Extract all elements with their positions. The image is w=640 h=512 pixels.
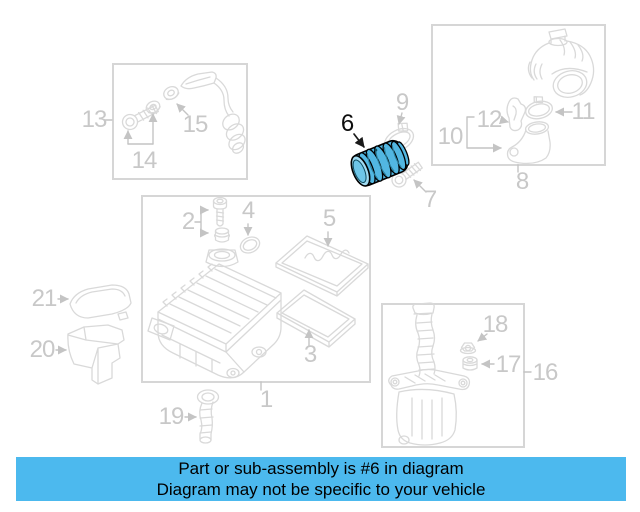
banner-line-1: Part or sub-assembly is #6 in diagram	[178, 459, 464, 478]
part-label-7: 7	[423, 186, 437, 213]
bracket-12-drawing	[507, 98, 526, 131]
part-label-9: 9	[395, 89, 409, 116]
part-label-18: 18	[482, 311, 508, 338]
intake-hose-8-drawing	[528, 29, 593, 101]
part-label-14: 14	[131, 147, 157, 174]
part-label-6-highlighted: 6	[340, 110, 354, 137]
elbow-8-drawing	[508, 120, 551, 163]
grommet-2-drawing	[215, 228, 230, 242]
part-label-2: 2	[181, 208, 195, 235]
part-label-12: 12	[476, 106, 502, 133]
oring-4-drawing	[238, 234, 262, 256]
bushing-17-drawing	[463, 357, 477, 370]
resonator-16-drawing	[389, 303, 470, 445]
part-label-4: 4	[241, 197, 255, 224]
part-label-13: 13	[81, 106, 107, 133]
part-12-arrow	[501, 120, 508, 122]
notice-banner	[16, 457, 626, 501]
bolt-2-drawing	[214, 198, 227, 227]
part-label-21: 21	[31, 285, 57, 312]
part-label-17: 17	[495, 351, 521, 378]
part-label-19: 19	[158, 403, 184, 430]
part-label-1: 1	[259, 386, 273, 413]
part-label-10: 10	[437, 123, 463, 150]
nut-18-drawing	[461, 343, 476, 354]
part-label-15: 15	[182, 111, 208, 138]
part-label-8: 8	[515, 168, 529, 195]
part-label-3: 3	[303, 341, 317, 368]
part-label-20: 20	[29, 336, 55, 363]
cover-21-drawing	[70, 285, 131, 320]
part-label-16: 16	[532, 359, 558, 386]
part-label-5: 5	[322, 205, 336, 232]
bolt-13-drawing	[120, 102, 160, 132]
resonator-20-drawing	[68, 325, 124, 384]
pipe-19-drawing	[198, 390, 219, 443]
part-6-arrow	[354, 134, 364, 147]
part-label-11: 11	[571, 98, 595, 125]
air-cleaner-housing-drawing	[148, 249, 281, 378]
part-2-connector	[195, 210, 208, 233]
filter-3-drawing	[277, 290, 355, 347]
banner-line-2: Diagram may not be specific to your vehicle	[156, 480, 486, 499]
clamp-11-drawing	[523, 93, 554, 121]
cover-5-drawing	[276, 236, 368, 296]
